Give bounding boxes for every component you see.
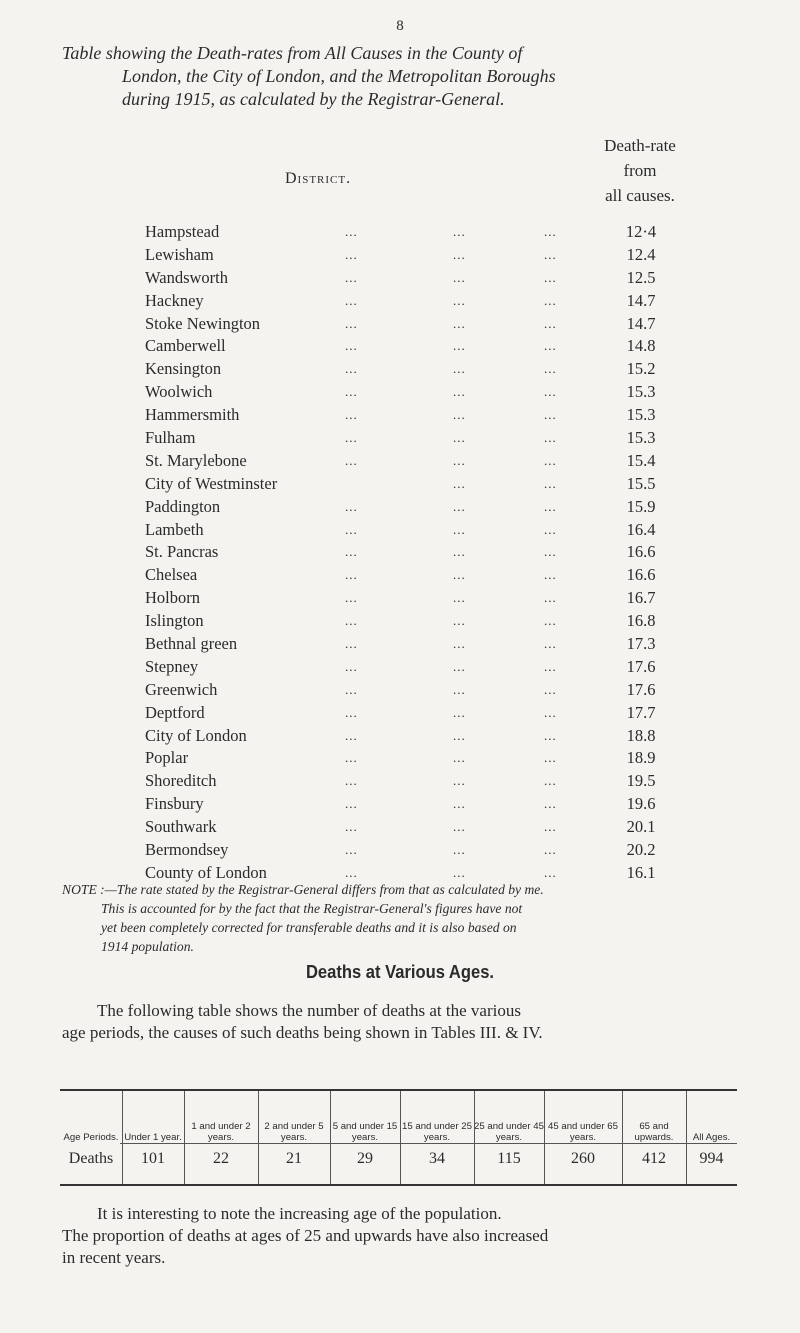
district-name: Finsbury bbox=[145, 794, 204, 814]
table-bottom-rule bbox=[60, 1184, 737, 1186]
rate-header-line: from bbox=[623, 161, 657, 180]
rate-header-line: all causes. bbox=[605, 186, 675, 205]
table-row bbox=[0, 564, 800, 587]
district-name: Paddington bbox=[145, 496, 221, 516]
district-name: Bethnal green bbox=[145, 634, 238, 654]
death-rate-value: 12·4 bbox=[625, 222, 657, 241]
death-rate-value: 15.5 bbox=[626, 473, 656, 493]
leader-dots: ... bbox=[544, 819, 557, 835]
leader-dots: ... bbox=[453, 315, 466, 331]
death-rate-value: 17.6 bbox=[626, 656, 656, 676]
death-rate-column-header bbox=[570, 133, 710, 208]
deaths-count: 34 bbox=[429, 1150, 445, 1167]
leader-dots: ... bbox=[544, 338, 557, 354]
closing-line: The proportion of deaths at ages of 25 and upwards have also increased bbox=[62, 1226, 549, 1245]
intro-paragraph bbox=[62, 1000, 752, 1044]
leader-dots: ... bbox=[345, 590, 358, 606]
table-row bbox=[0, 816, 800, 839]
table-row bbox=[0, 793, 800, 816]
table-row bbox=[0, 290, 800, 313]
leader-dots: ... bbox=[453, 750, 466, 766]
closing-line: It is interesting to note the increasing age of the population. bbox=[97, 1204, 502, 1223]
age-column-header: Age Periods. bbox=[63, 1132, 119, 1143]
column-divider bbox=[258, 1091, 259, 1184]
leader-dots: ... bbox=[453, 544, 466, 560]
leader-dots: ... bbox=[544, 269, 557, 285]
leader-dots: ... bbox=[453, 475, 466, 491]
table-row bbox=[0, 725, 800, 748]
death-rate-value: 17.7 bbox=[626, 702, 656, 722]
leader-dots: ... bbox=[345, 315, 358, 331]
death-rate-value: 19.6 bbox=[626, 794, 656, 814]
leader-dots: ... bbox=[453, 773, 466, 789]
deaths-row-label: Deaths bbox=[68, 1150, 114, 1167]
note-line: yet been completely corrected for transferable deaths and it is also based on bbox=[101, 920, 517, 935]
district-name: Woolwich bbox=[145, 382, 213, 402]
district-name: City of London bbox=[145, 725, 247, 745]
deaths-count: 115 bbox=[497, 1150, 521, 1167]
column-divider bbox=[686, 1091, 687, 1184]
leader-dots: ... bbox=[345, 567, 358, 583]
table-row bbox=[0, 770, 800, 793]
death-rate-value: 15.2 bbox=[626, 359, 656, 379]
column-divider bbox=[122, 1091, 123, 1184]
district-name: Lewisham bbox=[145, 244, 214, 264]
leader-dots: ... bbox=[345, 498, 358, 514]
intro-line: age periods, the causes of such deaths being shown in Tables III. & IV. bbox=[62, 1023, 543, 1042]
leader-dots: ... bbox=[345, 658, 358, 674]
age-column-header: Under 1 year. bbox=[124, 1132, 182, 1143]
deaths-count: 260 bbox=[571, 1150, 595, 1167]
leader-dots: ... bbox=[453, 613, 466, 629]
table-row bbox=[0, 679, 800, 702]
table-row bbox=[0, 244, 800, 267]
age-column-header: 45 and under 65 years. bbox=[548, 1121, 618, 1143]
column-divider bbox=[474, 1091, 475, 1184]
leader-dots: ... bbox=[453, 567, 466, 583]
leader-dots: ... bbox=[345, 407, 358, 423]
leader-dots: ... bbox=[544, 498, 557, 514]
death-rate-value: 18.8 bbox=[626, 725, 656, 745]
table-row bbox=[0, 335, 800, 358]
death-rate-value: 16.1 bbox=[626, 862, 656, 882]
leader-dots: ... bbox=[544, 521, 557, 537]
leader-dots: ... bbox=[544, 681, 557, 697]
table-row bbox=[0, 610, 800, 633]
note-line: This is accounted for by the fact that the Registrar-General's figures have not bbox=[101, 901, 523, 916]
leader-dots: ... bbox=[345, 521, 358, 537]
leader-dots: ... bbox=[544, 842, 557, 858]
deaths-count: 21 bbox=[286, 1150, 302, 1167]
district-column-header: District. bbox=[285, 170, 352, 187]
leader-dots: ... bbox=[453, 521, 466, 537]
caption-line: London, the City of London, and the Metropolitan Boroughs bbox=[122, 66, 556, 86]
death-rate-value: 15.4 bbox=[626, 450, 656, 470]
leader-dots: ... bbox=[544, 544, 557, 560]
table-row bbox=[0, 404, 800, 427]
leader-dots: ... bbox=[453, 864, 466, 880]
leader-dots: ... bbox=[345, 727, 358, 743]
deaths-count: 412 bbox=[642, 1150, 666, 1167]
district-name: Islington bbox=[145, 611, 204, 631]
closing-line: in recent years. bbox=[62, 1248, 166, 1267]
death-rate-value: 16.7 bbox=[626, 588, 656, 608]
leader-dots: ... bbox=[544, 704, 557, 720]
leader-dots: ... bbox=[544, 384, 557, 400]
leader-dots: ... bbox=[345, 819, 358, 835]
district-name: City of Westminster bbox=[145, 473, 278, 493]
leader-dots: ... bbox=[544, 864, 557, 880]
column-divider bbox=[400, 1091, 401, 1184]
leader-dots: ... bbox=[544, 430, 557, 446]
deaths-count: 29 bbox=[357, 1150, 373, 1167]
leader-dots: ... bbox=[345, 384, 358, 400]
district-name: Kensington bbox=[145, 359, 222, 379]
district-name: Stoke Newington bbox=[145, 313, 261, 333]
death-rate-value: 17.6 bbox=[626, 679, 656, 699]
leader-dots: ... bbox=[544, 224, 557, 239]
age-column-header: All Ages. bbox=[692, 1132, 731, 1143]
death-rate-value: 19.5 bbox=[626, 771, 656, 791]
leader-dots: ... bbox=[544, 452, 557, 468]
death-rate-value: 16.6 bbox=[626, 542, 656, 562]
leader-dots: ... bbox=[345, 773, 358, 789]
death-rate-value: 20.1 bbox=[626, 817, 656, 837]
death-rate-value: 16.4 bbox=[626, 519, 656, 539]
age-column-header: 2 and under 5 years. bbox=[264, 1121, 324, 1143]
death-rate-value: 17.3 bbox=[626, 634, 656, 654]
death-rate-value: 16.8 bbox=[626, 611, 656, 631]
leader-dots: ... bbox=[345, 681, 358, 697]
district-name: Holborn bbox=[145, 588, 200, 608]
leader-dots: ... bbox=[544, 315, 557, 331]
table-row bbox=[0, 656, 800, 679]
deaths-count: 101 bbox=[141, 1150, 165, 1167]
table-row bbox=[0, 267, 800, 290]
district-name: Lambeth bbox=[145, 519, 204, 539]
leader-dots: ... bbox=[453, 430, 466, 446]
leader-dots: ... bbox=[544, 407, 557, 423]
leader-dots: ... bbox=[544, 658, 557, 674]
table-row bbox=[0, 633, 800, 656]
caption-line: during 1915, as calculated by the Registrar-General. bbox=[122, 89, 505, 109]
leader-dots: ... bbox=[544, 796, 557, 812]
table-row bbox=[0, 702, 800, 725]
leader-dots: ... bbox=[345, 796, 358, 812]
age-column-header: 5 and under 15 years. bbox=[332, 1121, 398, 1143]
table-header-rule bbox=[120, 1143, 737, 1144]
leader-dots: ... bbox=[544, 773, 557, 789]
district-name: Hackney bbox=[145, 290, 204, 310]
table-row bbox=[0, 313, 800, 336]
leader-dots: ... bbox=[544, 246, 557, 262]
leader-dots: ... bbox=[345, 842, 358, 858]
table-row bbox=[0, 450, 800, 473]
leader-dots: ... bbox=[453, 727, 466, 743]
section-title: Deaths at Various Ages. bbox=[305, 962, 495, 982]
note-line: 1914 population. bbox=[101, 939, 194, 954]
page-number: 8 bbox=[396, 18, 404, 34]
district-name: Bermondsey bbox=[145, 840, 229, 860]
leader-dots: ... bbox=[345, 361, 358, 377]
death-rate-value: 14.7 bbox=[626, 290, 656, 310]
column-divider bbox=[544, 1091, 545, 1184]
leader-dots: ... bbox=[453, 224, 466, 239]
age-column-header: 15 and under 25 years. bbox=[402, 1121, 472, 1143]
table-row bbox=[0, 587, 800, 610]
leader-dots: ... bbox=[453, 338, 466, 354]
leader-dots: ... bbox=[453, 498, 466, 514]
caption-line: Table showing the Death-rates from All Causes in the County of bbox=[62, 43, 523, 63]
table-top-rule bbox=[60, 1089, 737, 1091]
death-rate-value: 14.8 bbox=[626, 336, 656, 356]
district-name: Hampstead bbox=[145, 222, 220, 241]
leader-dots: ... bbox=[453, 842, 466, 858]
district-name: Fulham bbox=[145, 428, 196, 448]
table-row bbox=[0, 427, 800, 450]
death-rate-value: 15.3 bbox=[626, 428, 656, 448]
column-divider bbox=[622, 1091, 623, 1184]
death-rate-value: 15.3 bbox=[626, 405, 656, 425]
district-name: Stepney bbox=[145, 656, 199, 676]
leader-dots: ... bbox=[544, 475, 557, 491]
leader-dots: ... bbox=[345, 430, 358, 446]
leader-dots: ... bbox=[544, 613, 557, 629]
leader-dots: ... bbox=[453, 407, 466, 423]
leader-dots: ... bbox=[453, 361, 466, 377]
leader-dots: ... bbox=[345, 750, 358, 766]
district-name: Greenwich bbox=[145, 679, 218, 699]
leader-dots: ... bbox=[345, 224, 358, 239]
leader-dots: ... bbox=[544, 567, 557, 583]
district-name: Chelsea bbox=[145, 565, 198, 585]
death-rate-value: 18.9 bbox=[626, 748, 656, 768]
leader-dots: ... bbox=[453, 819, 466, 835]
deaths-count: 22 bbox=[213, 1150, 229, 1167]
death-rate-value: 12.5 bbox=[626, 267, 656, 287]
district-name: Wandsworth bbox=[145, 267, 228, 287]
leader-dots: ... bbox=[453, 384, 466, 400]
leader-dots: ... bbox=[345, 269, 358, 285]
closing-paragraph bbox=[62, 1203, 752, 1269]
death-rate-value: 15.9 bbox=[626, 496, 656, 516]
death-rate-value: 16.6 bbox=[626, 565, 656, 585]
registrar-note bbox=[62, 880, 752, 956]
deaths-count: 994 bbox=[699, 1150, 724, 1167]
death-rate-value: 12.4 bbox=[626, 244, 656, 264]
district-name: St. Pancras bbox=[145, 542, 219, 562]
note-line: NOTE :—The rate stated by the Registrar-General differs from that as calculated by me. bbox=[62, 882, 544, 897]
age-column-header: 1 and under 2 years. bbox=[191, 1121, 251, 1143]
leader-dots: ... bbox=[345, 613, 358, 629]
district-name: County of London bbox=[145, 862, 267, 882]
leader-dots: ... bbox=[345, 338, 358, 354]
table-row bbox=[0, 496, 800, 519]
district-name: St. Marylebone bbox=[145, 450, 247, 470]
leader-dots: ... bbox=[453, 636, 466, 652]
leader-dots: ... bbox=[453, 452, 466, 468]
leader-dots: ... bbox=[544, 636, 557, 652]
table-row bbox=[0, 473, 800, 496]
leader-dots: ... bbox=[544, 361, 557, 377]
leader-dots: ... bbox=[453, 590, 466, 606]
district-death-rate-table bbox=[0, 221, 800, 885]
leader-dots: ... bbox=[453, 796, 466, 812]
table-row bbox=[0, 747, 800, 770]
leader-dots: ... bbox=[544, 727, 557, 743]
leader-dots: ... bbox=[453, 704, 466, 720]
column-divider bbox=[330, 1091, 331, 1184]
rate-header-line: Death-rate bbox=[604, 136, 676, 155]
table-row bbox=[0, 221, 800, 244]
intro-line: The following table shows the number of deaths at the various bbox=[97, 1001, 521, 1020]
leader-dots: ... bbox=[453, 681, 466, 697]
table-row bbox=[0, 541, 800, 564]
death-rate-value: 20.2 bbox=[626, 840, 656, 860]
table-row bbox=[0, 358, 800, 381]
leader-dots: ... bbox=[544, 590, 557, 606]
district-name: Southwark bbox=[145, 817, 217, 837]
leader-dots: ... bbox=[345, 864, 358, 880]
table-row bbox=[0, 839, 800, 862]
leader-dots: ... bbox=[453, 292, 466, 308]
district-name: Shoreditch bbox=[145, 771, 217, 791]
age-column-header: 25 and under 45 years. bbox=[474, 1121, 544, 1143]
leader-dots: ... bbox=[345, 636, 358, 652]
leader-dots: ... bbox=[345, 246, 358, 262]
leader-dots: ... bbox=[345, 544, 358, 560]
district-name: Poplar bbox=[145, 748, 189, 768]
leader-dots: ... bbox=[345, 452, 358, 468]
leader-dots: ... bbox=[453, 246, 466, 262]
table-row bbox=[0, 381, 800, 404]
leader-dots: ... bbox=[544, 292, 557, 308]
death-rate-value: 14.7 bbox=[626, 313, 656, 333]
leader-dots: ... bbox=[453, 269, 466, 285]
table-caption bbox=[62, 42, 752, 111]
table-row bbox=[0, 519, 800, 542]
age-column-header: 65 and upwards. bbox=[634, 1121, 674, 1143]
death-rate-value: 15.3 bbox=[626, 382, 656, 402]
district-name: Deptford bbox=[145, 702, 205, 722]
district-name: Hammersmith bbox=[145, 405, 240, 425]
leader-dots: ... bbox=[544, 750, 557, 766]
leader-dots: ... bbox=[453, 658, 466, 674]
leader-dots: ... bbox=[345, 292, 358, 308]
district-name: Camberwell bbox=[145, 336, 226, 356]
column-divider bbox=[184, 1091, 185, 1184]
leader-dots: ... bbox=[345, 704, 358, 720]
